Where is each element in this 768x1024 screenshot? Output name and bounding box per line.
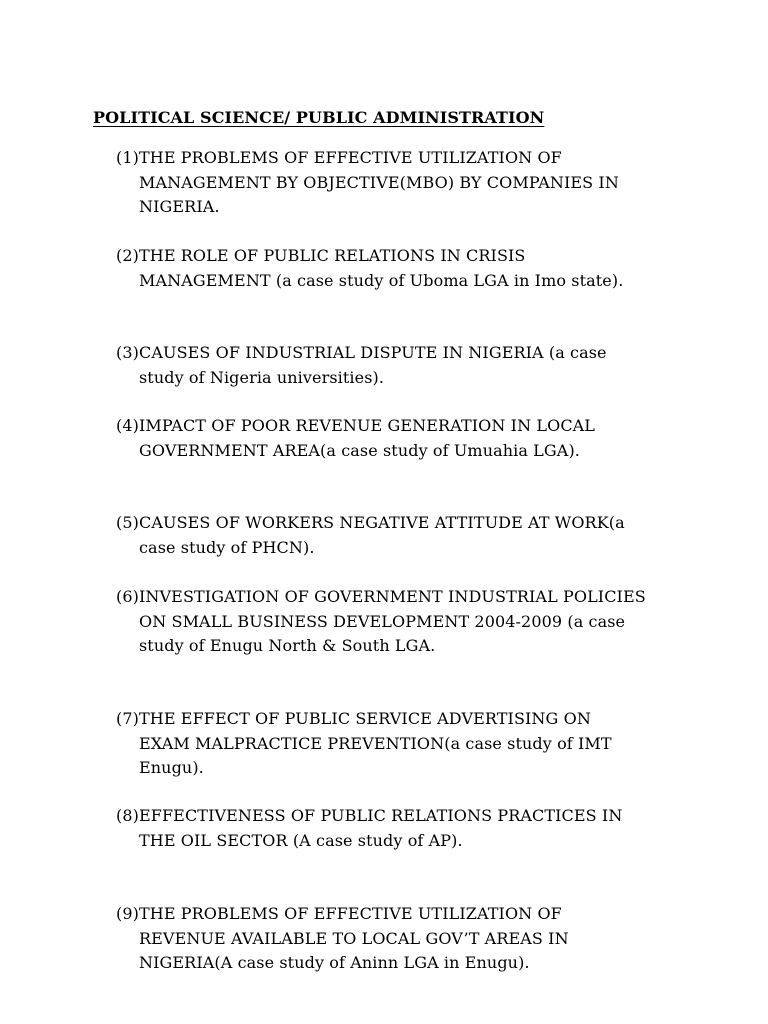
list-item-text: CAUSES OF WORKERS NEGATIVE ATTITUDE AT WORK(a case study of PHCN). (139, 513, 625, 557)
list-item-text: IMPACT OF POOR REVENUE GENERATION IN LOCAL GOVERNMENT AREA(a case study of Umuahia LGA). (139, 416, 596, 460)
list-item-number: (4) (116, 416, 139, 435)
list-item-text: THE PROBLEMS OF EFFECTIVE UTILIZATION OF REVENUE AVAILABLE TO LOCAL GOV’T AREAS IN NIGERIA(A case study of Aninn LGA in Enugu). (139, 904, 569, 972)
list-item-number: (6) (116, 587, 139, 606)
list-item-number: (3) (116, 343, 139, 362)
page-title: POLITICAL SCIENCE/ PUBLIC ADMINISTRATION (93, 108, 545, 127)
list-item-text: THE PROBLEMS OF EFFECTIVE UTILIZATION OF MANAGEMENT BY OBJECTIVE(MBO) BY COMPANIES IN NIGERIA. (139, 148, 619, 216)
list-item-text: THE EFFECT OF PUBLIC SERVICE ADVERTISING ON EXAM MALPRACTICE PREVENTION(a case study of IMT Enugu). (139, 709, 612, 777)
list-item-text: INVESTIGATION OF GOVERNMENT INDUSTRIAL POLICIES ON SMALL BUSINESS DEVELOPMENT 2004-2009 (a case study of Enugu North & South LGA. (139, 587, 646, 655)
list-item-text: EFFECTIVENESS OF PUBLIC RELATIONS PRACTICES IN THE OIL SECTOR (A case study of AP). (139, 806, 623, 850)
list-item-text: CAUSES OF INDUSTRIAL DISPUTE IN NIGERIA (a case study of Nigeria universities). (139, 343, 607, 387)
list-item-number: (9) (116, 904, 139, 923)
list-item-number: (2) (116, 246, 139, 265)
list-item-text: THE ROLE OF PUBLIC RELATIONS IN CRISIS MANAGEMENT (a case study of Uboma LGA in Imo state). (139, 246, 624, 290)
list-item-number: (8) (116, 806, 139, 825)
list-item-number: (7) (116, 709, 139, 728)
list-item-number: (1) (116, 148, 139, 167)
list-item-number: (5) (116, 513, 139, 532)
